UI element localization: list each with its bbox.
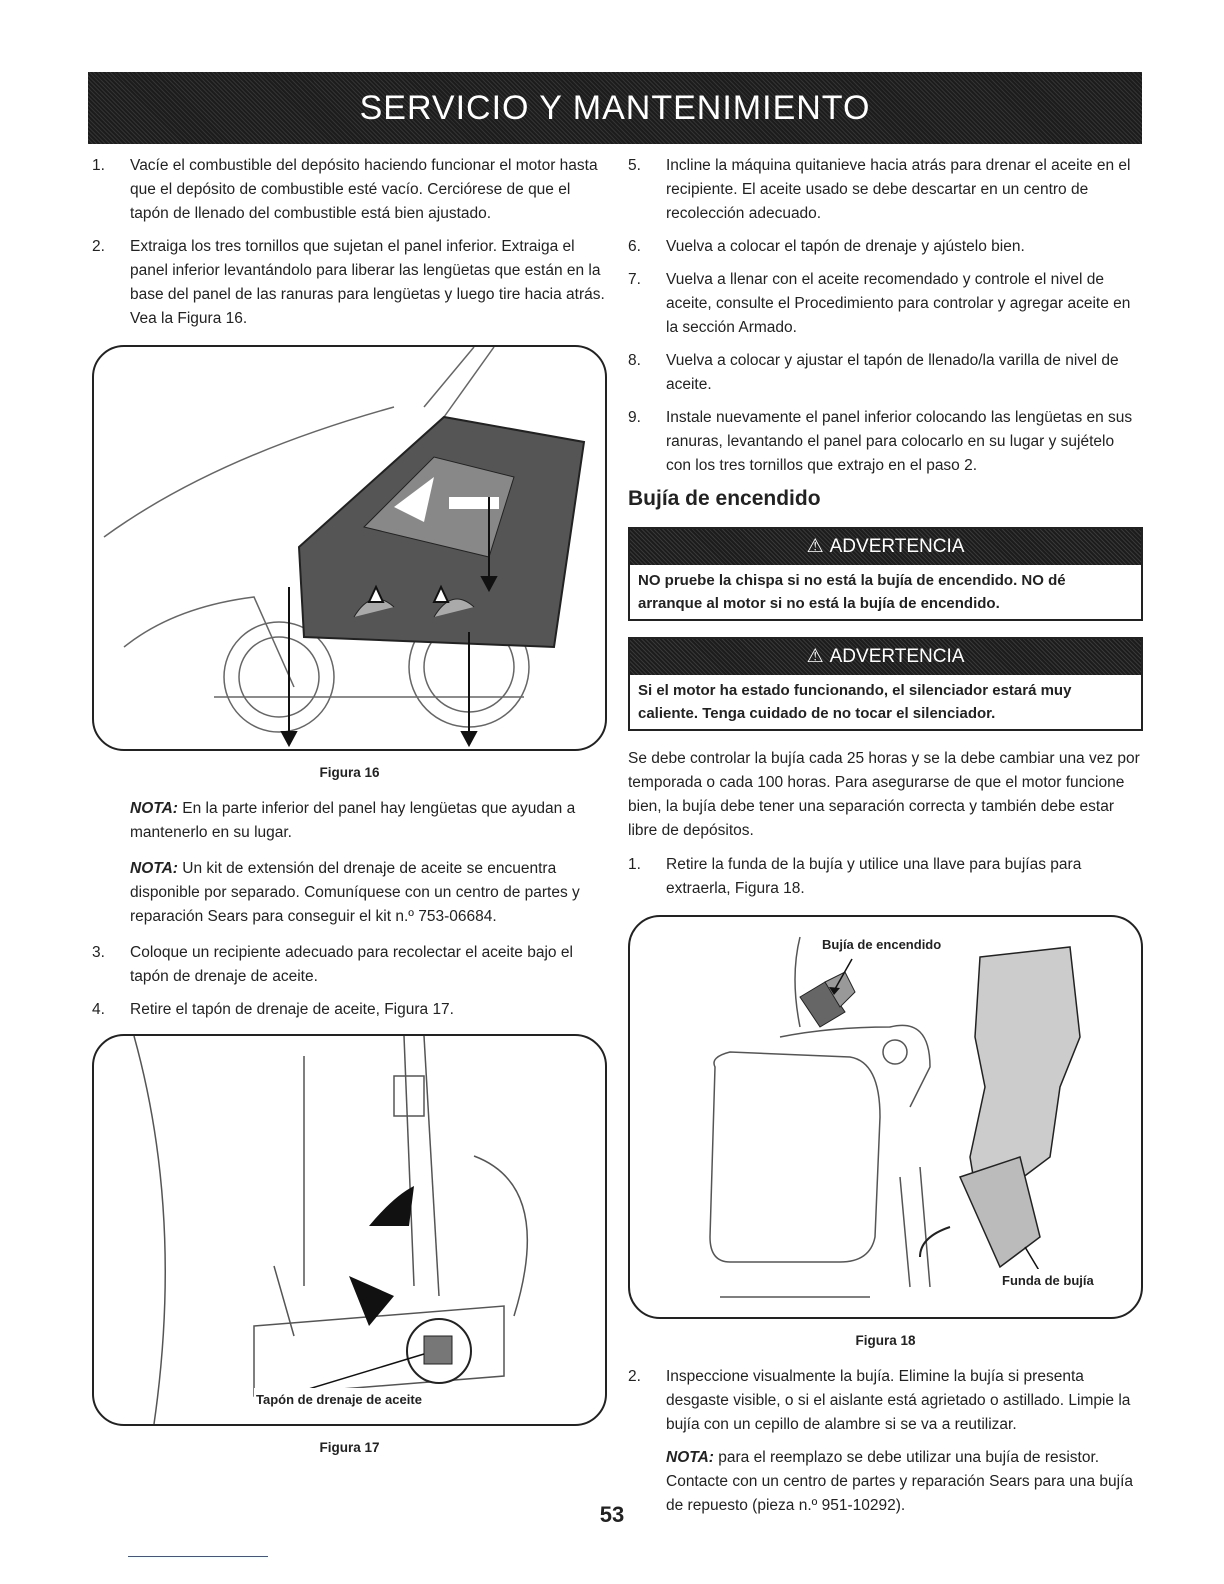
figure-16 [92, 345, 607, 751]
step-text: Vuelva a colocar el tapón de drenaje y ajústelo bien. [666, 238, 1025, 255]
page-title: SERVICIO Y MANTENIMIENTO [359, 88, 871, 127]
spark-plug-label: Bujía de encendido [820, 933, 943, 957]
step-number: 1. [628, 856, 641, 873]
step-number: 2. [92, 238, 105, 255]
step-text: Vacíe el combustible del depósito haciendo funcionar el motor hasta que el depósito de combustible esté vacío. Cerciórese de que el tapón de llenado del combustible está bien ajustado. [130, 157, 598, 222]
step [92, 998, 607, 1022]
warning-text: NO pruebe la chispa si no está la bujía de encendido. NO dé arranque al motor si no está la bujía de encendido. [638, 572, 1066, 612]
note [130, 857, 607, 929]
note-text: Un kit de extensión del drenaje de aceite se encuentra disponible por separado. Comuníquese con un centro de partes y reparación Sears para conseguir el kit n.º 753-06684. [130, 860, 580, 925]
note-text: para el reemplazo se debe utilizar una bujía de resistor. Contacte con un centro de partes y reparación Sears para una bujía de repuesto (pieza n.º 951-10292). [666, 1449, 1134, 1514]
step-text: Vuelva a colocar y ajustar el tapón de llenado/la varilla de nivel de aceite. [666, 352, 1119, 393]
step-number: 3. [92, 944, 105, 961]
warning-triangle-icon: ⚠ [806, 646, 824, 667]
step-text: Extraiga los tres tornillos que sujetan el panel inferior. Extraiga el panel inferior levantándolo para liberar las lengüetas que están en la base del panel de las ranuras para lengüetas y luego tire hacia atrás. Vea la Figura 16. [130, 238, 605, 327]
step-number: 7. [628, 271, 641, 288]
step [628, 1365, 1143, 1437]
step-text: Instale nuevamente el panel inferior colocando las lengüetas en sus ranuras, levantando el panel para colocarlo en su lugar y sujételo con los tres tornillos que extrajo en el paso 2. [666, 409, 1133, 474]
step-number: 5. [628, 157, 641, 174]
step [92, 941, 607, 989]
paragraph: Se debe controlar la bujía cada 25 horas y se la debe cambiar una vez por temporada o cada 100 horas. Para asegurarse de que el motor funcione bien, la bujía debe tener una separación correcta y también debe estar libre de depósitos. [628, 750, 1140, 839]
step [628, 235, 1143, 259]
note-label: NOTA: [666, 1449, 714, 1466]
page-number: 53 [599, 1502, 625, 1527]
warning-box [628, 527, 1143, 621]
step [628, 268, 1143, 340]
warning-bar [630, 639, 1141, 675]
warning-box [628, 637, 1143, 731]
drain-plug-label: Tapón de drenaje de aceite [254, 1388, 424, 1412]
note-label: NOTA: [130, 800, 178, 817]
note-text: En la parte inferior del panel hay lengüetas que ayudan a mantenerlo en su lugar. [130, 800, 576, 841]
figure-17 [92, 1034, 607, 1426]
warning-bar [630, 529, 1141, 565]
section-title: Bujía de encendido [628, 487, 821, 510]
figure-18-caption: Figura 18 [855, 1333, 916, 1348]
drain-plug-illustration [94, 1036, 607, 1424]
step [628, 406, 1143, 478]
step-text: Inspeccione visualmente la bujía. Elimine la bujía si presenta desgaste visible, o si el aislante está agrietado o astillado. Limpie la bujía con un cepillo de alambre si se va a reutilizar. [666, 1368, 1131, 1433]
warning-text: Si el motor ha estado funcionando, el silenciador estará muy caliente. Tenga cuidado de no tocar el silenciador. [638, 682, 1072, 722]
step-number: 1. [92, 157, 105, 174]
step-text: Retire el tapón de drenaje de aceite, Figura 17. [130, 1001, 454, 1018]
warning-title: ADVERTENCIA [829, 646, 965, 667]
warning-title: ADVERTENCIA [829, 536, 965, 557]
footer-rule [128, 1556, 268, 1557]
spark-plug-boot-label: Funda de bujía [1000, 1269, 1096, 1293]
step-number: 4. [92, 1001, 105, 1018]
note [130, 797, 607, 845]
step-number: 9. [628, 409, 641, 426]
figure-16-caption: Figura 16 [319, 765, 380, 780]
step-text: Vuelva a llenar con el aceite recomendado y controle el nivel de aceite, consulte el Procedimiento para controlar y agregar aceite en la sección Armado. [666, 271, 1131, 336]
step-text: Coloque un recipiente adecuado para recolectar el aceite bajo el tapón de drenaje de aceite. [130, 944, 573, 985]
step [92, 235, 607, 331]
step-number: 6. [628, 238, 641, 255]
step [628, 349, 1143, 397]
warning-triangle-icon: ⚠ [806, 536, 824, 557]
step-text: Incline la máquina quitanieve hacia atrás para drenar el aceite en el recipiente. El aceite usado se debe descartar en un centro de recolección adecuado. [666, 157, 1131, 222]
step-text: Retire la funda de la bujía y utilice una llave para bujías para extraerla, Figura 18. [666, 856, 1082, 897]
step [628, 853, 1143, 901]
bottom-panel-illustration [94, 347, 607, 749]
section-header [88, 72, 1142, 144]
spark-plug-illustration [630, 917, 1143, 1317]
step-number: 2. [628, 1368, 641, 1385]
note-label: NOTA: [130, 860, 178, 877]
left-column [92, 154, 607, 1472]
figure-18 [628, 915, 1143, 1319]
step [628, 154, 1143, 226]
figure-17-caption: Figura 17 [319, 1440, 380, 1455]
step [92, 154, 607, 226]
right-column [628, 154, 1143, 1530]
step-number: 8. [628, 352, 641, 369]
